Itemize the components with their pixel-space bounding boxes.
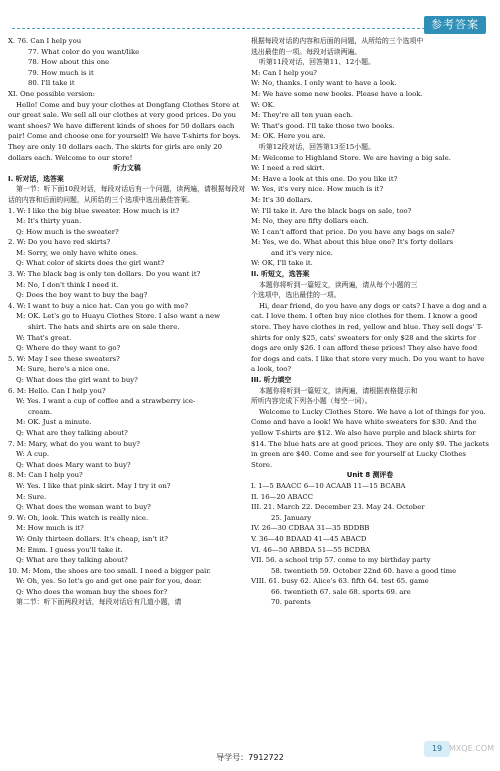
left-line: 第一节：听下面10段对话，每段对话后有一个问题，读两遍，请根据每段对话的内容和后面的问题，从所给的三个选项中选出最佳答案。 bbox=[8, 185, 246, 204]
left-line: Q: What are they talking about? bbox=[16, 556, 128, 565]
right-line: 66. twentieth 67. sale 68. sports 69. are bbox=[271, 587, 411, 596]
left-line: M: OK. Just a minute. bbox=[16, 418, 92, 427]
left-line: W: Only thirteen dollars. It's cheap, isn't it? bbox=[16, 534, 168, 543]
header-divider bbox=[12, 28, 430, 29]
left-line: 2. W: Do you have red skirts? bbox=[8, 238, 111, 247]
right-line: 本题你将听到一篇短文，读两遍，请根据表格提示和 bbox=[259, 386, 418, 395]
right-line: M: Welcome to Highland Store. We are having a big sale. bbox=[251, 153, 451, 162]
left-line: 10. M: Mom, the shoes are too small. I need a bigger pair. bbox=[8, 566, 211, 575]
right-line: VI. 46—50 ABBDA 51—55 BCDBA bbox=[251, 545, 371, 554]
page-number: 19 bbox=[424, 741, 450, 757]
left-line: M: Sorry, we only have white ones. bbox=[16, 248, 139, 257]
left-line: 6. M: Hello. Can I help you? bbox=[8, 386, 106, 395]
left-line: I. 听对话，选答案 bbox=[8, 174, 64, 183]
left-line: Q: What color of skirts does the girl want? bbox=[16, 259, 165, 268]
right-line: M: Yes, we do. What about this blue one? It's forty dollars bbox=[251, 238, 454, 247]
left-line: 听力文稿 bbox=[113, 164, 141, 173]
right-line: Welcome to Lucky Clothes Store. We have a lot of things for you. Come and have a look! We have white sweaters for $30. And the yellow T-shirts are $12. We also have purple and black shirts for $14. The blue hats are at good prices. They are only $9. The jackets in green are $40. Come and see for yourself at Lucky Clothes Store. bbox=[251, 407, 489, 469]
left-line: 77. What color do you want/like bbox=[28, 47, 140, 56]
left-line: M: Emm. I guess you'll take it. bbox=[16, 545, 123, 554]
left-line: 80. I'll take it bbox=[28, 79, 75, 88]
right-line: M: We have some new books. Please have a look. bbox=[251, 89, 423, 98]
right-line: W: I need a red skirt. bbox=[251, 164, 325, 173]
right-line: W: OK. bbox=[251, 100, 275, 109]
right-line: 个选项中，选出最佳的一项。 bbox=[251, 291, 341, 300]
right-line: M: Can I help you? bbox=[251, 68, 317, 77]
left-line: 4. W: I want to buy a nice hat. Can you go with me? bbox=[8, 301, 189, 310]
left-column bbox=[8, 36, 246, 608]
right-line: VII. 56. a school trip 57. come to my birthday party bbox=[251, 556, 431, 565]
left-line: 第二节：听下面两段对话，每段对话后有几道小题，请 bbox=[16, 598, 182, 607]
right-line: M: They're all ten yuan each. bbox=[251, 111, 353, 120]
right-line: M: It's 30 dollars. bbox=[251, 195, 313, 204]
left-line: Q: What does Mary want to buy? bbox=[16, 460, 131, 469]
right-line: W: No, thanks. I only want to have a look. bbox=[251, 79, 397, 88]
left-line: XI. One possible version: bbox=[8, 89, 95, 98]
right-line: V. 36—40 BDAAD 41—45 ABACD bbox=[251, 534, 367, 543]
right-line: 根据每段对话的内容和后面的问题，从所给的三个选项中 bbox=[251, 37, 424, 45]
left-line: Hello! Come and buy your clothes at Dongfang Clothes Store at our great sale. We sell all our clothes at very good prices. Do you want shoes? We have different kinds of shoes for 50 dollars each pair! Come and choose one for yourself! We have T-shirts for boys. They are only 10 dollars each. The skirts for girls are only 20 dollars each. Welcome to our store! bbox=[8, 100, 241, 162]
left-line: cream. bbox=[28, 407, 53, 416]
left-line: Q: What does the woman want to buy? bbox=[16, 503, 151, 512]
page-header bbox=[0, 0, 500, 40]
left-line: Q: Where do they want to go? bbox=[16, 344, 121, 353]
left-line: M: Sure, here's a nice one. bbox=[16, 365, 110, 374]
left-line: 1. W: I like the big blue sweater. How much is it? bbox=[8, 206, 180, 215]
left-line: W: That's great. bbox=[16, 333, 72, 342]
left-line: Q: Who does the woman buy the shoes for? bbox=[16, 587, 168, 596]
watermark: MXQE.COM bbox=[448, 744, 494, 753]
right-line: W: That's good. I'll take those two books. bbox=[251, 121, 395, 130]
left-line: M: No, I don't think I need it. bbox=[16, 280, 119, 289]
left-line: M: OK. Let's go to Huayu Clothes Store. I also want a new bbox=[16, 312, 220, 321]
left-line: 79. How much is it bbox=[28, 68, 94, 77]
right-line: I. 1—5 BAACC 6—10 ACAAB 11—15 BCABA bbox=[251, 481, 406, 490]
right-line: M: No, they are fifty dollars each. bbox=[251, 217, 369, 226]
left-line: Q: Does the boy want to buy the bag? bbox=[16, 291, 148, 300]
right-line: 58. twentieth 59. October 22nd 60. have a good time bbox=[271, 566, 457, 575]
right-line: 听第12段对话，回答第13至15小题。 bbox=[259, 142, 375, 151]
left-line: W: Oh, yes. So let's go and get one pair for you, dear. bbox=[16, 577, 202, 586]
left-line: W: A cup. bbox=[16, 450, 50, 459]
right-line: II. 听短文，选答案 bbox=[251, 270, 310, 279]
left-line: Q: What does the girl want to buy? bbox=[16, 376, 138, 384]
left-line: 7. M: Mary, what do you want to buy? bbox=[8, 439, 140, 448]
left-line: 9. W: Oh, look. This watch is really nice. bbox=[8, 513, 149, 522]
right-line: 本题你将听到一篇短文，读两遍，请从每个小题的三 bbox=[259, 280, 418, 289]
right-line: W: I'll take it. Are the black bags on sale, too? bbox=[251, 206, 412, 215]
left-line: 3. W: The black bag is only ten dollars. Do you want it? bbox=[8, 270, 201, 279]
right-line: III. 21. March 22. December 23. May 24. October bbox=[251, 503, 425, 512]
guide-number: 导学号：7912722 bbox=[216, 753, 284, 762]
left-line: M: How much is it? bbox=[16, 524, 84, 533]
right-line: M: OK. Here you are. bbox=[251, 132, 326, 141]
left-line: M: Sure. bbox=[16, 492, 47, 501]
right-line: 选出最佳的一项。每段对话读两遍。 bbox=[251, 47, 362, 56]
left-line: W: Yes. I like that pink skirt. May I try it on? bbox=[16, 481, 171, 490]
right-line: W: OK, I'll take it. bbox=[251, 259, 313, 268]
left-line: W: Yes. I want a cup of coffee and a strawberry ice- bbox=[16, 397, 196, 406]
left-line: 8. M: Can I help you? bbox=[8, 471, 83, 480]
right-line: Unit 8 测评卷 bbox=[346, 471, 394, 480]
right-line: VIII. 61. busy 62. Alice's 63. fifth 64. test 65. game bbox=[251, 577, 429, 586]
right-line: IV. 26—30 CDBAA 31—35 BDDBB bbox=[251, 524, 370, 533]
right-line: 70. parents bbox=[271, 598, 311, 607]
left-line: M: It's thirty yuan. bbox=[16, 217, 82, 226]
answer-key-badge: 参考答案 bbox=[424, 16, 486, 34]
left-line: 5. W: May I see these sweaters? bbox=[8, 354, 120, 363]
left-line: shirt. The hats and shirts are on sale there. bbox=[28, 323, 180, 332]
left-line: Q: What are they talking about? bbox=[16, 428, 128, 437]
right-line: W: Yes, it's very nice. How much is it? bbox=[251, 185, 384, 194]
left-line: Q: How much is the sweater? bbox=[16, 227, 119, 236]
right-column bbox=[251, 36, 489, 608]
right-line: II. 16—20 ABACC bbox=[251, 492, 314, 501]
right-line: 所听内容完成下列各小题（每空一词）。 bbox=[251, 397, 372, 406]
right-line: Hi, dear friend, do you have any dogs or cats? I have a dog and a cat. I love them. I often buy nice clothes for them. I know a good store. They have clothes in red, yellow and blue. They sell dogs' T-shirts for only $25, cats' sweaters for only $28 and the skirts for dogs are only $26. I can afford these prices! They also have food for dogs and cats. I like that store very much. Do you want to have a look, too? bbox=[251, 301, 487, 374]
left-line: 78. How about this one bbox=[28, 58, 110, 67]
right-line: 听第11段对话，回答第11、12小题。 bbox=[259, 58, 375, 67]
right-line: W: I can't afford that price. Do you have any bags on sale? bbox=[251, 227, 455, 236]
right-line: III. 听力填空 bbox=[251, 376, 292, 384]
right-line: and it's very nice. bbox=[271, 248, 333, 257]
right-line: 25. January bbox=[271, 513, 312, 522]
right-line: M: Have a look at this one. Do you like it? bbox=[251, 174, 398, 183]
left-line: X. 76. Can I help you bbox=[8, 37, 82, 45]
